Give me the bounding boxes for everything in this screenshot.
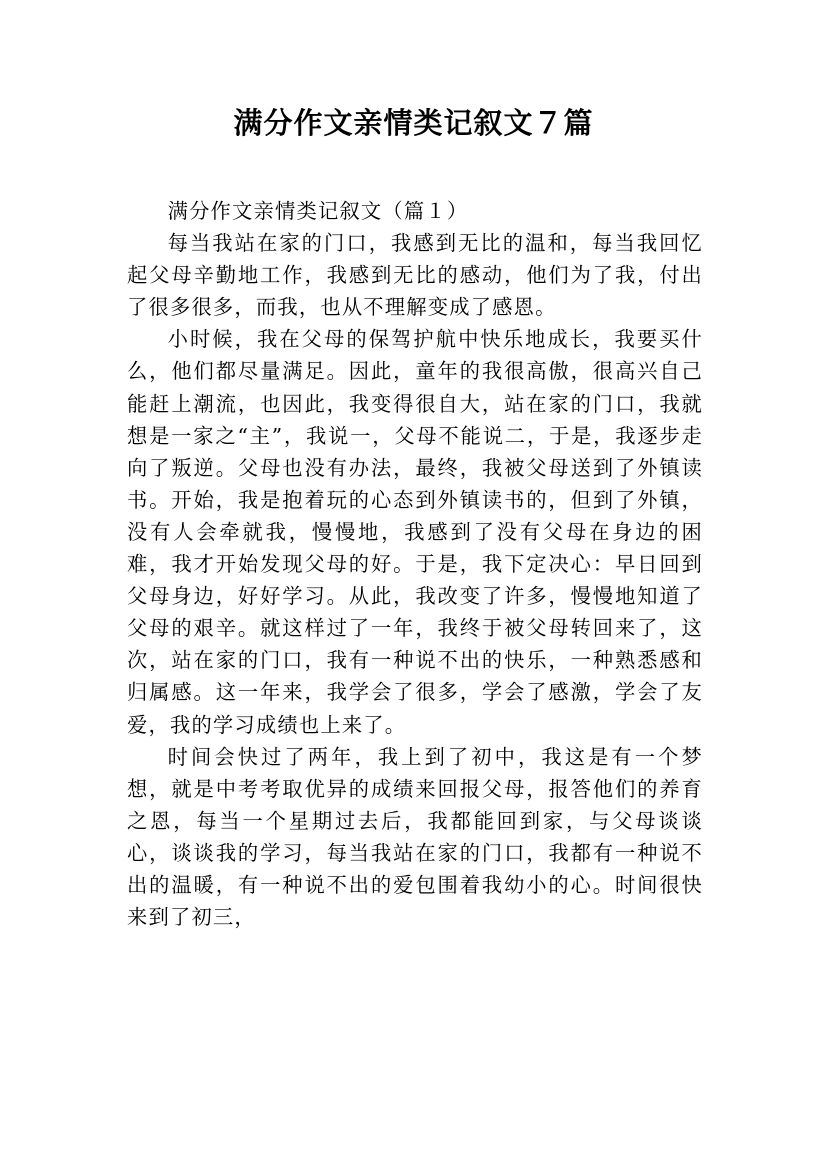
document-body [127, 195, 703, 933]
paragraph: 小时候，我在父母的保驾护航中快乐地成长，我要买什么，他们都尽量满足。因此，童年的我很高傲，很高兴自己能赶上潮流，也因此，我变得很自大，站在家的门口，我就想是一家之“主”，我说一，父母不能说二，于是，我逐步走向了叛逆。父母也没有办法，最终，我被父母送到了外镇读书。开始，我是抱着玩的心态到外镇读书的，但到了外镇，没有人会牵就我，慢慢地，我感到了没有父母在身边的困难，我才开始发现父母的好。于是，我下定决心：早日回到父母身边，好好学习。从此，我改变了许多，慢慢地知道了父母的艰辛。就这样过了一年，我终于被父母转回来了，这次，站在家的门口，我有一种说不出的快乐，一种熟悉感和归属感。这一年来，我学会了很多，学会了感激，学会了友爱，我的学习成绩也上来了。 [127, 327, 703, 737]
paragraph: 时间会快过了两年，我上到了初中，我这是有一个梦想，就是中考考取优异的成绩来回报父母，报答他们的养育之恩，每当一个星期过去后，我都能回到家，与父母谈谈心，谈谈我的学习，每当我站在家的门口，我都有一种说不出的温暖，有一种说不出的爱包围着我幼小的心。时间很快来到了初三， [127, 744, 703, 930]
document-title: 满分作文亲情类记叙文７篇 [233, 106, 594, 140]
paragraph: 每当我站在家的门口，我感到无比的温和，每当我回忆起父母辛勤地工作，我感到无比的感动，他们为了我，付出了很多很多，而我，也从不理解变成了感恩。 [127, 231, 703, 320]
section-heading: 满分作文亲情类记叙文（篇１） [167, 199, 469, 223]
